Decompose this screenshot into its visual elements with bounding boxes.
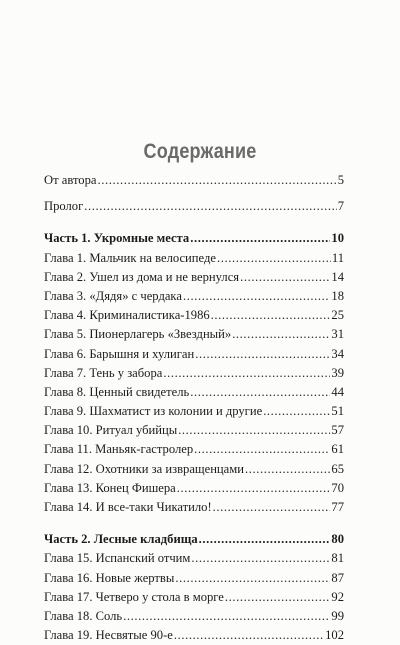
dot-leader: [232, 325, 330, 344]
dot-leader: [240, 268, 330, 287]
toc-chapter-label: Глава 18. Соль: [44, 608, 123, 623]
toc-chapter-label: Глава 11. Маньяк-гастролер: [44, 442, 194, 457]
dot-leader: [213, 498, 331, 517]
dot-leader: [84, 197, 336, 216]
toc-chapter-page: 81: [331, 551, 344, 566]
toc-chapter: [44, 440, 344, 459]
toc-chapter-label: Глава 16. Новые жертвы: [44, 570, 175, 585]
toc-part-heading: [44, 530, 344, 549]
dot-leader: [190, 229, 330, 248]
toc-chapter-label: Глава 15. Испанский отчим: [44, 551, 191, 566]
dot-leader: [183, 287, 330, 306]
toc-chapter: [44, 569, 344, 588]
dot-leader: [211, 306, 331, 325]
dot-leader: [98, 171, 337, 190]
toc-part-heading: [44, 229, 344, 248]
toc-chapter-page: 99: [331, 608, 344, 623]
toc-chapter: [44, 402, 344, 421]
toc-entry-label: Пролог: [44, 199, 84, 214]
toc-chapter-label: Глава 19. Несвятые 90-е: [44, 628, 173, 643]
toc-chapter-page: 34: [331, 346, 344, 361]
dot-leader: [191, 549, 330, 568]
toc-chapter: [44, 626, 344, 645]
toc-chapter-page: 61: [331, 442, 344, 457]
toc-chapter-label: Глава 12. Охотники за извращенцами: [44, 461, 244, 476]
toc-chapter: [44, 249, 344, 268]
toc-chapter-label: Глава 2. Ушел из дома и не вернулся: [44, 269, 240, 284]
dot-leader: [178, 421, 330, 440]
toc-chapter-label: Глава 10. Ритуал убийцы: [44, 423, 178, 438]
toc-chapter: [44, 287, 344, 306]
toc-part-page: 10: [331, 231, 344, 246]
toc-chapter: [44, 588, 344, 607]
dot-leader: [263, 402, 330, 421]
toc-chapter-page: 102: [325, 628, 344, 643]
dot-leader: [163, 364, 330, 383]
dot-leader: [177, 479, 331, 498]
toc-chapter: [44, 268, 344, 287]
page-title: Содержание: [143, 140, 257, 163]
dot-leader: [194, 440, 330, 459]
dot-leader: [195, 345, 330, 364]
dot-leader: [175, 569, 330, 588]
toc-chapter-label: Глава 9. Шахматист из колонии и другие: [44, 404, 263, 419]
toc-chapter: [44, 345, 344, 364]
table-of-contents: [44, 171, 344, 645]
toc-chapter-page: 87: [331, 570, 344, 585]
toc-chapter-label: Глава 4. Криминалистика-1986: [44, 308, 210, 323]
toc-part-page: 80: [331, 532, 344, 547]
toc-chapter-label: Глава 8. Ценный свидетель: [44, 384, 190, 399]
toc-chapter-label: Глава 17. Четверо у стола в морге: [44, 589, 224, 604]
toc-chapter-page: 31: [331, 327, 344, 342]
toc-chapter-page: 51: [331, 404, 344, 419]
toc-chapter-page: 92: [331, 589, 344, 604]
toc-entry-page: 7: [337, 199, 344, 214]
toc-part-label: Часть 2. Лесные кладбища: [44, 532, 198, 547]
toc-part-label: Часть 1. Укромные места: [44, 231, 190, 246]
dot-leader: [217, 249, 331, 268]
toc-chapter: [44, 383, 344, 402]
dot-leader: [225, 588, 331, 607]
toc-chapter: [44, 306, 344, 325]
toc-chapter: [44, 325, 344, 344]
toc-chapter: [44, 498, 344, 517]
toc-chapter-page: 25: [331, 308, 344, 323]
dot-leader: [199, 530, 331, 549]
toc-chapter-page: 70: [331, 480, 344, 495]
toc-chapter-label: Глава 1. Мальчик на велосипеде: [44, 250, 216, 265]
toc-chapter-label: Глава 14. И все-таки Чикатило!: [44, 500, 212, 514]
toc-chapter-page: 39: [331, 365, 344, 380]
dot-leader: [174, 626, 324, 645]
toc-chapter-page: 44: [331, 384, 344, 399]
toc-entry: [44, 171, 344, 190]
toc-chapter-label: Глава 5. Пионерлагерь «Звездный»: [44, 327, 232, 342]
toc-chapter-label: Глава 3. «Дядя» с чердака: [44, 288, 182, 303]
toc-chapter-page: 18: [331, 288, 344, 303]
dot-leader: [245, 460, 330, 479]
toc-chapter-page: 57: [331, 423, 344, 438]
toc-chapter: [44, 364, 344, 383]
toc-chapter: [44, 460, 344, 479]
toc-chapter-label: Глава 7. Тень у забора: [44, 365, 163, 380]
toc-chapter-page: 14: [331, 269, 344, 284]
toc-chapter-page: 65: [331, 461, 344, 476]
toc-chapter-page: 11: [331, 250, 344, 265]
dot-leader: [190, 383, 330, 402]
toc-chapter: [44, 421, 344, 440]
toc-chapter: [44, 479, 344, 498]
toc-entry: [44, 197, 344, 216]
toc-chapter-label: Глава 6. Барышня и хулиган: [44, 346, 195, 361]
toc-chapter-label: Глава 13. Конец Фишера: [44, 480, 176, 495]
toc-chapter: [44, 549, 344, 568]
toc-entry-label: От автора: [44, 173, 97, 187]
toc-chapter-page: 77: [331, 500, 344, 514]
toc-entry-page: 5: [337, 173, 344, 187]
